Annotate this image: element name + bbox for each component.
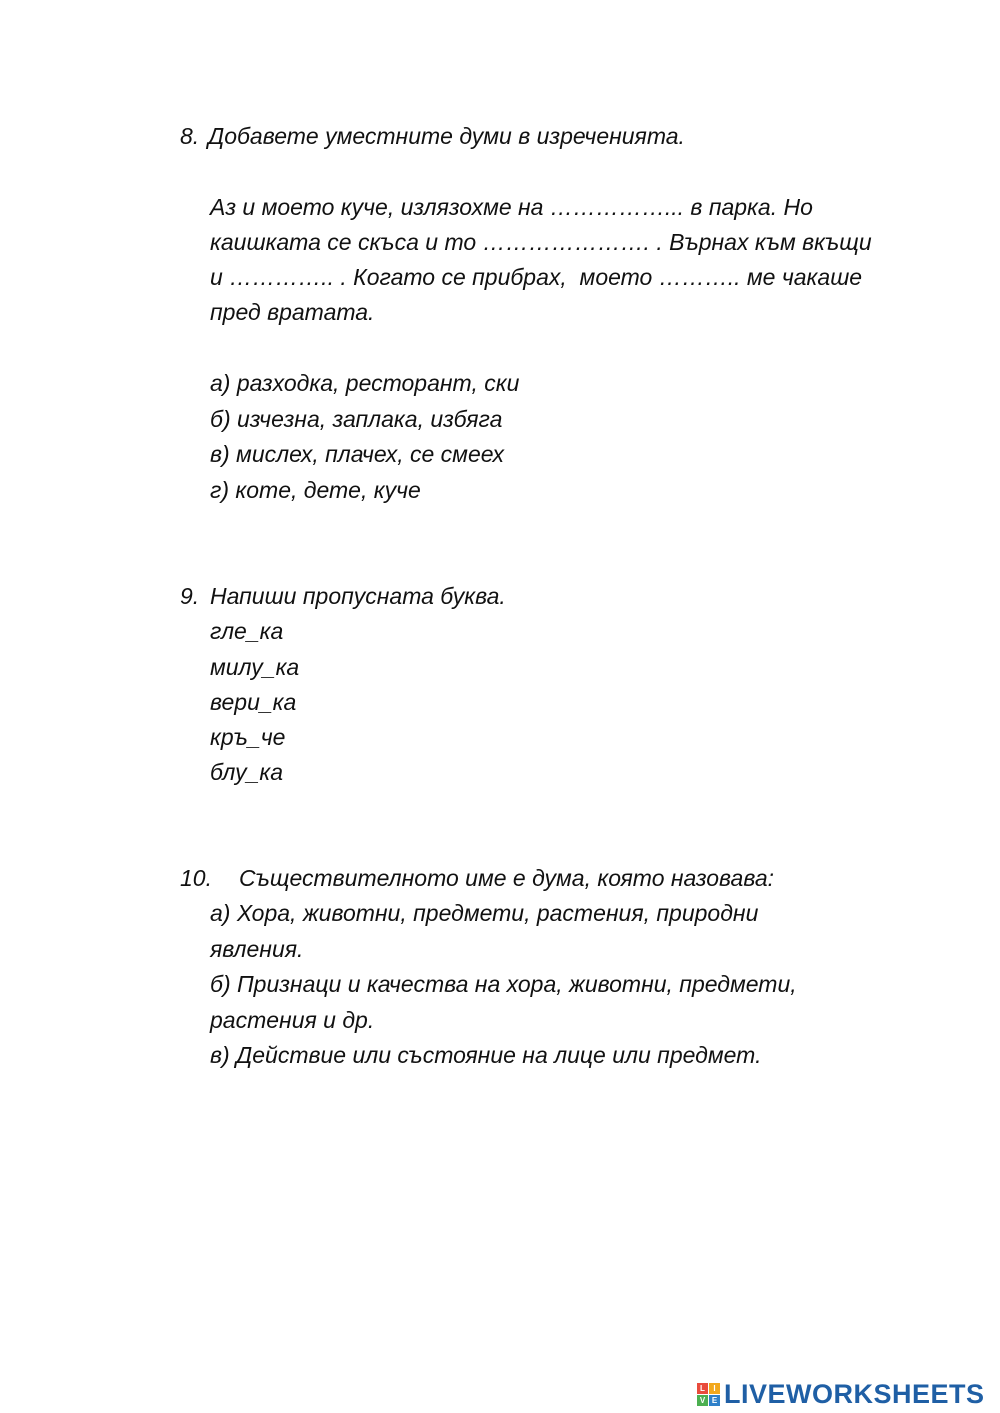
question-9-word: милу_ка — [210, 654, 300, 680]
question-10-number: 10. — [180, 865, 212, 891]
question-9-word: вери_ка — [210, 689, 297, 715]
question-8-text-line: и ………….. . Когато се прибрах, моето ……….. ме чакаше — [210, 264, 863, 290]
question-8-text-line: Аз и моето куче, излязохме на ……………... в парка. Но — [210, 194, 813, 220]
question-10-title: Съществителното име е дума, която назовава: — [239, 865, 775, 891]
logo-letter-v: V — [697, 1395, 708, 1406]
logo-letter-e: E — [709, 1395, 720, 1406]
question-9-word: кръ_че — [210, 724, 286, 750]
question-10-line: растения и др. — [210, 1007, 375, 1033]
question-8-option-c: в) мислех, плачех, се смеех — [210, 441, 505, 467]
liveworksheets-brand — [697, 1377, 985, 1411]
question-9-word: гле_ка — [210, 618, 284, 644]
question-8-text-line: пред вратата. — [210, 299, 375, 325]
question-9-word: блу_ка — [210, 759, 284, 785]
question-8-title: Добавете уместните думи в изреченията. — [208, 123, 685, 149]
brand-text: LIVEWORKSHEETS — [724, 1378, 985, 1409]
question-8-option-d: г) коте, дете, куче — [210, 477, 421, 503]
question-10-line: явления. — [210, 936, 304, 962]
liveworksheets-logo-icon — [697, 1383, 720, 1406]
question-8-option-b: б) изчезна, заплака, избяга — [210, 406, 503, 432]
question-10-line: в) Действие или състояние на лице или предмет. — [210, 1042, 762, 1068]
question-8-text-line: каишката се скъса и то …………………. . Върнах към вкъщи — [210, 229, 872, 255]
question-10-line: а) Хора, животни, предмети, растения, природни — [210, 900, 759, 926]
question-8-number: 8. — [180, 123, 200, 149]
question-10-line: б) Признаци и качества на хора, животни, предмети, — [210, 971, 797, 997]
question-8-option-a: а) разходка, ресторант, ски — [210, 370, 520, 396]
logo-letter-i: I — [709, 1383, 720, 1394]
question-9-number: 9. — [180, 583, 200, 609]
logo-letter-l: L — [697, 1383, 708, 1394]
question-9-title: Напиши пропусната буква. — [210, 583, 506, 609]
